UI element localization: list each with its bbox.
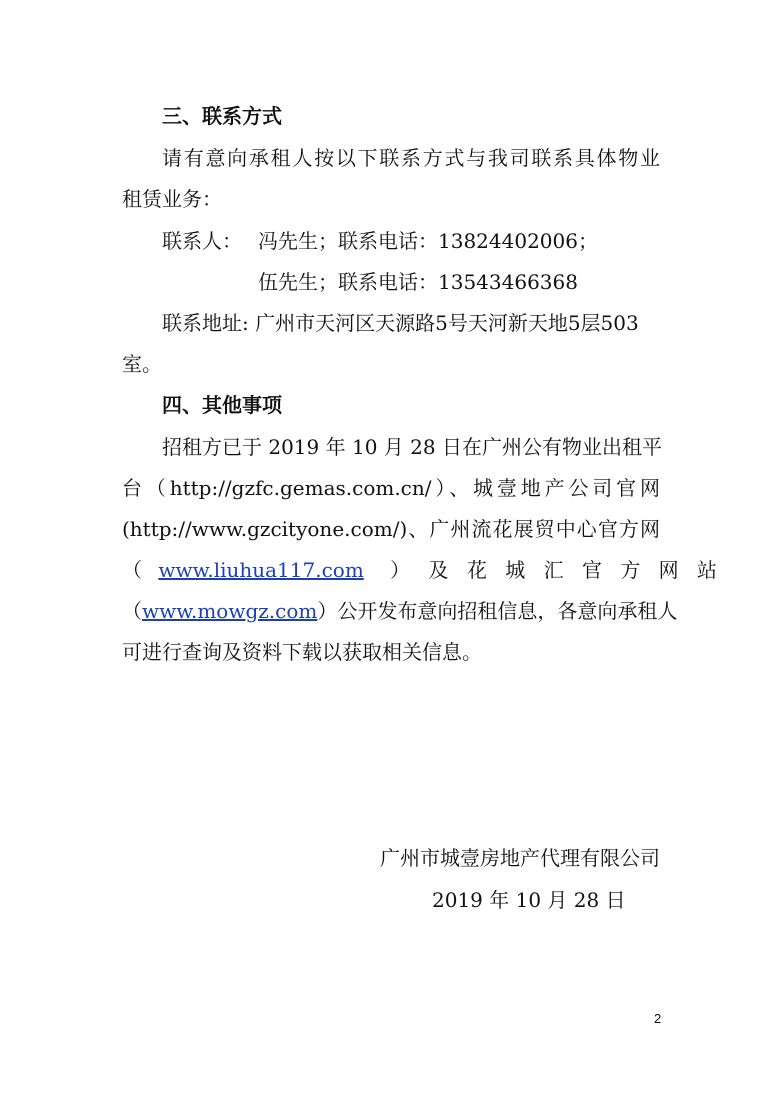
liuhua-link[interactable]: www.liuhua117.com (158, 558, 364, 582)
signature-company: 广州市城壹房地产代理有限公司 (380, 846, 660, 870)
section3-intro-line1: 请有意向承租人按以下联系方式与我司联系具体物业 (162, 146, 660, 170)
contact-label: 联系人： (162, 229, 242, 253)
section4-line1: 招租方已于 2019 年 10 月 28 日在广州公有物业出租平 (162, 435, 662, 459)
contact-1: 冯先生；联系电话：13824402006； (258, 229, 598, 253)
section4-line6: 可进行查询及资料下载以获取相关信息。 (122, 640, 482, 664)
signature-date: 2019 年 10 月 28 日 (432, 888, 626, 912)
address-line1: 联系地址: 广州市天河区天源路5号天河新天地5层503 (162, 311, 639, 335)
mowgz-link[interactable]: www.mowgz.com (142, 599, 318, 623)
paren-open-2: （ (122, 599, 142, 623)
section4-line5 (122, 598, 677, 624)
section3-heading: 三、联系方式 (162, 104, 282, 128)
section4-line3: (http://www.gzcityone.com/)、广州流花展贸中心官方网 (122, 517, 660, 541)
line5-rest: ）公开发布意向招租信息，各意向承租人 (317, 599, 678, 623)
address-line2: 室。 (122, 352, 162, 376)
section4-line2: 台（http://gzfc.gemas.com.cn/）、城壹地产公司官网 (122, 476, 660, 500)
paren-open: （ (122, 558, 142, 582)
contact-2: 伍先生；联系电话：13543466368 (258, 270, 578, 294)
line4-rest: ） 及 花 城 汇 官 方 网 站 (390, 558, 724, 582)
section4-line4 (122, 557, 724, 583)
page-number: 2 (654, 1011, 662, 1026)
section3-intro-line2: 租赁业务： (122, 187, 222, 211)
section4-heading: 四、其他事项 (162, 393, 282, 417)
